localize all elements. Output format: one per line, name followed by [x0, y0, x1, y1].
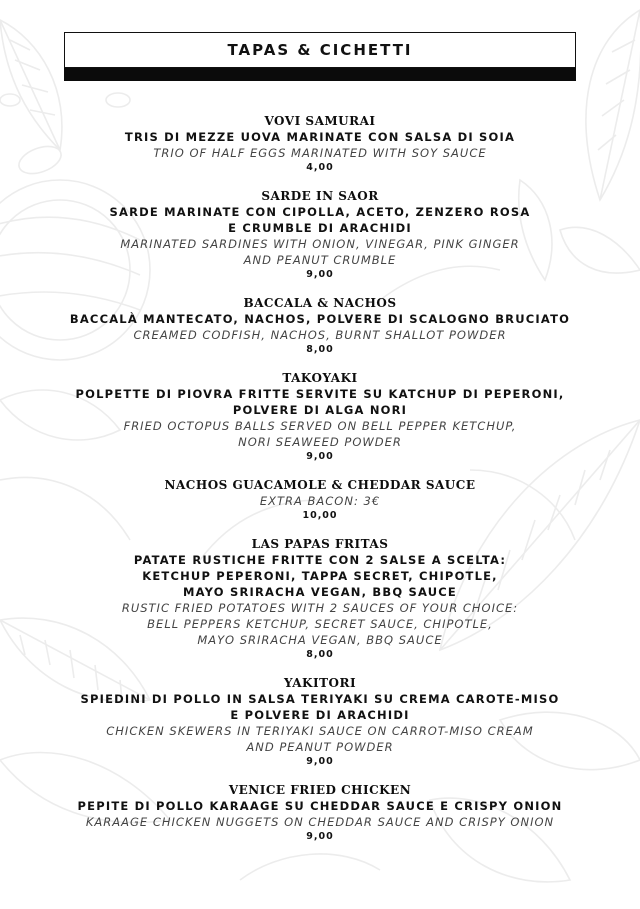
italian-description: PEPITE DI POLLO KARAAGE SU CHEDDAR SAUCE E CRISPY ONION [77, 799, 563, 813]
english-description: MAYO SRIRACHA VEGAN, BBQ SAUCE [197, 633, 443, 647]
italian-description: POLPETTE DI PIOVRA FRITTE SERVITE SU KATCHUP DI PEPERONI, [75, 387, 565, 401]
dish-name: VOVI SAMURAI [264, 114, 376, 128]
menu-list [0, 113, 640, 857]
price: 9,00 [306, 831, 334, 842]
english-description: CREAMED CODFISH, NACHOS, BURNT SHALLOT POWDER [133, 328, 507, 342]
italian-description: MAYO SRIRACHA VEGAN, BBQ SAUCE [183, 585, 457, 599]
italian-description: E POLVERE DI ARACHIDI [230, 708, 410, 722]
english-description: KARAAGE CHICKEN NUGGETS ON CHEDDAR SAUCE AND CRISPY ONION [85, 815, 555, 829]
dish-name: NACHOS GUACAMOLE & CHEDDAR SAUCE [164, 478, 476, 492]
english-description: NORI SEAWEED POWDER [238, 435, 402, 449]
menu-item [0, 675, 640, 769]
english-description: BELL PEPPERS KETCHUP, SECRET SAUCE, CHIPOTLE, [147, 617, 493, 631]
menu-section-title: TAPAS & CICHETTI [227, 41, 413, 59]
italian-description: POLVERE DI ALGA NORI [232, 403, 408, 417]
price: 8,00 [306, 649, 334, 660]
dish-name: SARDE IN SAOR [261, 189, 379, 203]
english-description: TRIO OF HALF EGGS MARINATED WITH SOY SAUCE [153, 146, 487, 160]
price: 8,00 [306, 344, 334, 355]
price: 4,00 [306, 162, 334, 173]
menu-item [0, 477, 640, 523]
menu-item [0, 295, 640, 357]
menu-item [0, 113, 640, 175]
italian-description: SARDE MARINATE CON CIPOLLA, ACETO, ZENZERO ROSA [109, 205, 531, 219]
english-description: RUSTIC FRIED POTATOES WITH 2 SAUCES OF YOUR CHOICE: [121, 601, 519, 615]
italian-description: BACCALÀ MANTECATO, NACHOS, POLVERE DI SCALOGNO BRUCIATO [69, 312, 571, 326]
italian-description: SPIEDINI DI POLLO IN SALSA TERIYAKI SU CREMA CAROTE-MISO [80, 692, 560, 706]
italian-description: PATATE RUSTICHE FRITTE CON 2 SALSE A SCELTA: [133, 553, 507, 567]
price: 9,00 [306, 269, 334, 280]
menu-item [0, 188, 640, 282]
menu-item [0, 370, 640, 464]
header-bar [64, 68, 576, 81]
dish-name: VENICE FRIED CHICKEN [228, 783, 412, 797]
english-description: FRIED OCTOPUS BALLS SERVED ON BELL PEPPER KETCHUP, [123, 419, 517, 433]
price: 9,00 [306, 451, 334, 462]
header-box [64, 32, 576, 68]
menu-item [0, 782, 640, 844]
dish-name: TAKOYAKI [282, 371, 358, 385]
menu-item [0, 536, 640, 662]
price: 9,00 [306, 756, 334, 767]
dish-name: LAS PAPAS FRITAS [251, 537, 389, 551]
dish-name: YAKITORI [283, 676, 357, 690]
english-description: MARINATED SARDINES WITH ONION, VINEGAR, PINK GINGER [120, 237, 520, 251]
italian-description: TRIS DI MEZZE UOVA MARINATE CON SALSA DI SOIA [124, 130, 516, 144]
english-description: AND PEANUT POWDER [246, 740, 394, 754]
english-description: EXTRA BACON: 3€ [259, 494, 381, 508]
dish-name: BACCALA & NACHOS [243, 296, 397, 310]
italian-description: KETCHUP PEPERONI, TAPPA SECRET, CHIPOTLE, [142, 569, 498, 583]
english-description: CHICKEN SKEWERS IN TERIYAKI SAUCE ON CARROT-MISO CREAM [106, 724, 534, 738]
italian-description: E CRUMBLE DI ARACHIDI [228, 221, 412, 235]
price: 10,00 [302, 510, 338, 521]
english-description: AND PEANUT CRUMBLE [243, 253, 397, 267]
